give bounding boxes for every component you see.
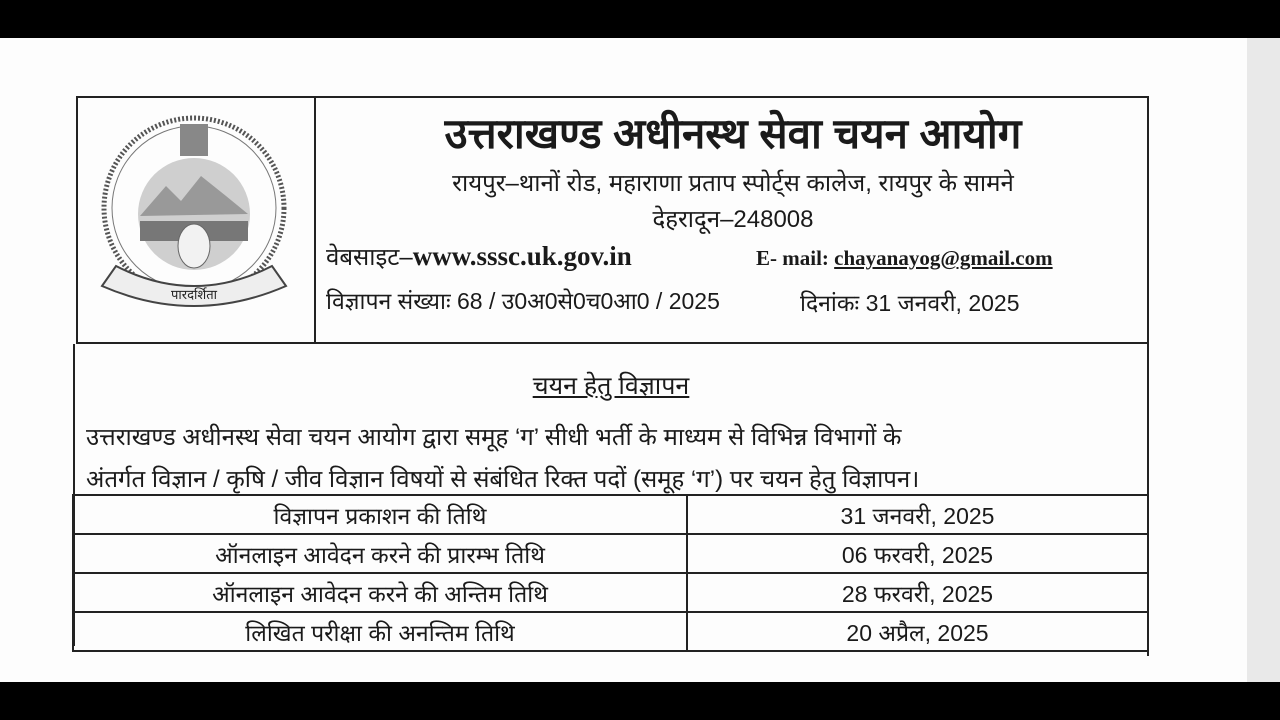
notice-paragraph-line-2: अंतर्गत विज्ञान / कृषि / जीव विज्ञान विषयों से संबंधित रिक्त पदों (समूह ‘ग’) पर चयन हेतु विज्ञापन।: [86, 466, 920, 493]
logo-cell: [76, 96, 316, 344]
email-link[interactable]: chayanayog@gmail.com: [834, 246, 1053, 270]
email-line: [756, 246, 1053, 271]
city-pincode: देहरादून–248008: [652, 206, 814, 233]
table-row: [73, 495, 1148, 534]
date-label: लिखित परीक्षा की अनन्तिम तिथि: [73, 612, 687, 651]
advertisement-date: दिनांकः 31 जनवरी, 2025: [800, 290, 1020, 316]
date-value: 28 फरवरी, 2025: [687, 573, 1148, 612]
website-link[interactable]: www.sssc.uk.gov.in: [412, 241, 632, 271]
commission-seal-logo: [76, 96, 312, 340]
date-label: ऑनलाइन आवेदन करने की प्रारम्भ तिथि: [73, 534, 687, 573]
date-label: ऑनलाइन आवेदन करने की अन्तिम तिथि: [73, 573, 687, 612]
website-label: वेबसाइट–: [326, 244, 413, 271]
date-value: 31 जनवरी, 2025: [687, 495, 1148, 534]
website-line: [326, 240, 632, 273]
page-margin: [1247, 38, 1280, 682]
advertisement-number: विज्ञापन संख्याः 68 / उ0अ0से0च0आ0 / 2025: [326, 288, 720, 314]
date-value: 06 फरवरी, 2025: [687, 534, 1148, 573]
date-value: 20 अप्रैल, 2025: [687, 612, 1148, 651]
organization-name: उत्तराखण्ड अधीनस्थ सेवा चयन आयोग: [444, 110, 1022, 157]
important-dates-table: [72, 494, 1149, 652]
letterbox-bottom: [0, 682, 1280, 720]
notice-paragraph-line-1: उत्तराखण्ड अधीनस्थ सेवा चयन आयोग द्वारा समूह ‘ग’ सीधी भर्ती के माध्यम से विभिन्न विभागों के: [86, 424, 902, 451]
table-row: [73, 573, 1148, 612]
date-label: विज्ञापन प्रकाशन की तिथि: [73, 495, 687, 534]
email-label: E- mail:: [756, 246, 835, 270]
address-line: रायपुर–थानों रोड, महाराणा प्रताप स्पोर्ट्स कालेज, रायपुर के सामने: [452, 170, 1014, 197]
table-row: [73, 612, 1148, 651]
table-row: [73, 534, 1148, 573]
svg-text:पारदर्शिता: पारदर्शिता: [171, 287, 217, 302]
notice-title: चयन हेतु विज्ञापन: [532, 372, 690, 400]
